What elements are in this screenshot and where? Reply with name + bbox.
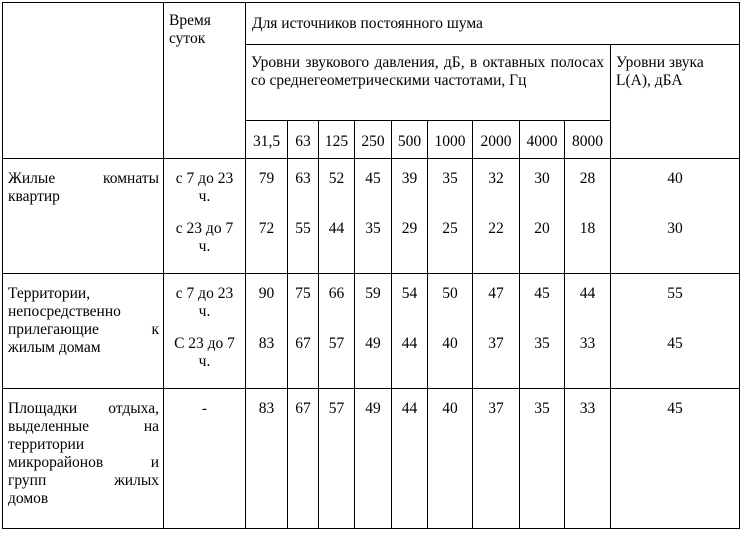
value-text: 45	[667, 335, 683, 352]
header-sound-level	[611, 45, 740, 159]
category-text: выделенные на	[8, 418, 159, 435]
value-text: 67	[295, 335, 311, 352]
value-text: 75	[295, 285, 311, 302]
value-text: 29	[401, 220, 418, 237]
value-text: 30	[534, 170, 550, 187]
value-cell	[355, 389, 392, 529]
value-text: 49	[365, 400, 381, 417]
value-text: 54	[401, 285, 418, 302]
header-constant-noise	[246, 3, 740, 45]
value-text: 40	[667, 170, 683, 187]
value-text: 67	[295, 400, 311, 417]
value-text: 18	[579, 220, 596, 237]
value-text: 45	[534, 285, 550, 302]
time-text: ч.	[198, 303, 211, 320]
value-text: 50	[442, 285, 458, 302]
header-empty-cell	[3, 3, 164, 159]
value-text: 59	[365, 285, 381, 302]
time-text: ч.	[198, 188, 211, 205]
value-cell	[288, 159, 319, 274]
value-cell	[473, 274, 520, 389]
time-text: с 7 до 23	[175, 170, 234, 187]
category-text: домов	[8, 490, 49, 507]
time-text: ч.	[198, 353, 211, 370]
category-text: непосредственно	[8, 303, 121, 320]
value-text: 83	[258, 335, 275, 352]
category-cell	[3, 274, 164, 389]
value-text: 35	[534, 335, 550, 352]
value-cell	[473, 389, 520, 529]
value-cell	[473, 159, 520, 274]
value-text: 25	[442, 220, 458, 237]
value-text: 44	[401, 335, 418, 352]
time-text: с 7 до 23	[175, 285, 234, 302]
category-text: Территории,	[8, 285, 91, 302]
value-cell	[392, 389, 428, 529]
category-text: Площадки отдыха,	[8, 400, 159, 417]
freq-header-cell: 63	[288, 121, 319, 159]
category-text: квартир	[8, 188, 60, 205]
value-text: 35	[365, 220, 381, 237]
value-text: 52	[328, 170, 345, 187]
time-text: С 23 до 7	[174, 335, 235, 352]
table-row	[3, 389, 740, 529]
header-pressure-levels-text: Уровни звукового давления, дБ, в октавных полосах со среднегеометрическими частотами, Гц	[251, 54, 604, 89]
freq-header-cell: 125	[319, 121, 355, 159]
category-cell	[3, 389, 164, 529]
time-cell	[164, 389, 246, 529]
sound-level-cell	[611, 159, 740, 274]
table-row	[3, 159, 740, 274]
value-text: 57	[328, 335, 345, 352]
value-text: 39	[401, 170, 418, 187]
value-text: 57	[328, 400, 345, 417]
value-text: 44	[579, 285, 596, 302]
value-text: 55	[295, 220, 311, 237]
category-text: территории	[8, 436, 85, 453]
value-text: 37	[488, 335, 504, 352]
value-cell	[246, 274, 288, 389]
value-cell	[565, 274, 611, 389]
value-cell	[319, 274, 355, 389]
freq-header-cell: 2000	[473, 121, 520, 159]
category-text: групп жилых	[8, 472, 159, 489]
value-text: 40	[442, 335, 458, 352]
time-text: ч.	[198, 238, 211, 255]
freq-header-cell: 31,5	[246, 121, 288, 159]
freq-header-cell: 250	[355, 121, 392, 159]
time-text: -	[201, 400, 208, 417]
value-text: 33	[579, 400, 596, 417]
value-text: 40	[442, 400, 458, 417]
freq-header-cell: 500	[392, 121, 428, 159]
category-text: Жилые комнаты	[8, 170, 159, 187]
sound-level-cell	[611, 389, 740, 529]
value-text: 32	[488, 170, 504, 187]
value-text: 72	[258, 220, 275, 237]
value-cell	[392, 159, 428, 274]
value-cell	[288, 274, 319, 389]
value-cell	[428, 274, 473, 389]
header-time-of-day	[164, 3, 246, 159]
value-text: 79	[258, 170, 275, 187]
value-cell	[319, 159, 355, 274]
header-pressure-levels	[246, 45, 611, 121]
value-text: 37	[488, 400, 504, 417]
value-cell	[428, 389, 473, 529]
value-text: 35	[442, 170, 458, 187]
noise-level-table	[2, 2, 740, 529]
value-text: 55	[667, 285, 683, 302]
value-text: 33	[579, 335, 596, 352]
value-cell	[520, 389, 565, 529]
time-text: с 23 до 7	[175, 220, 234, 237]
value-text: 45	[667, 400, 683, 417]
value-text: 47	[488, 285, 504, 302]
value-cell	[565, 389, 611, 529]
value-cell	[565, 159, 611, 274]
value-text: 28	[579, 170, 596, 187]
value-cell	[319, 389, 355, 529]
value-text: 63	[295, 170, 311, 187]
value-text: 30	[667, 220, 683, 237]
value-text: 66	[328, 285, 345, 302]
value-text: 90	[258, 285, 275, 302]
table-row	[3, 274, 740, 389]
category-cell	[3, 159, 164, 274]
category-text: прилегающие к	[8, 321, 159, 338]
value-cell	[288, 389, 319, 529]
value-cell	[520, 274, 565, 389]
value-text: 22	[488, 220, 504, 237]
freq-header-cell: 1000	[428, 121, 473, 159]
value-cell	[355, 274, 392, 389]
value-text: 45	[365, 170, 381, 187]
value-cell	[392, 274, 428, 389]
header-time-of-day-text: Время суток	[169, 12, 211, 47]
sound-level-cell	[611, 274, 740, 389]
value-cell	[355, 159, 392, 274]
value-text: 44	[328, 220, 345, 237]
value-text: 35	[534, 400, 550, 417]
category-text: микрорайонов и	[8, 454, 159, 471]
value-cell	[246, 159, 288, 274]
value-cell	[428, 159, 473, 274]
time-cell	[164, 159, 246, 274]
category-text: жилым домам	[8, 339, 101, 356]
value-text: 49	[365, 335, 381, 352]
header-constant-noise-text: Для источников постоянного шума	[252, 15, 483, 32]
value-text: 20	[534, 220, 550, 237]
value-cell	[246, 389, 288, 529]
time-cell	[164, 274, 246, 389]
freq-header-cell: 4000	[520, 121, 565, 159]
freq-header-cell: 8000	[565, 121, 611, 159]
header-sound-level-text: Уровни звука L(A), дБА	[616, 54, 704, 89]
value-text: 83	[258, 400, 275, 417]
value-text: 44	[401, 400, 418, 417]
value-cell	[520, 159, 565, 274]
